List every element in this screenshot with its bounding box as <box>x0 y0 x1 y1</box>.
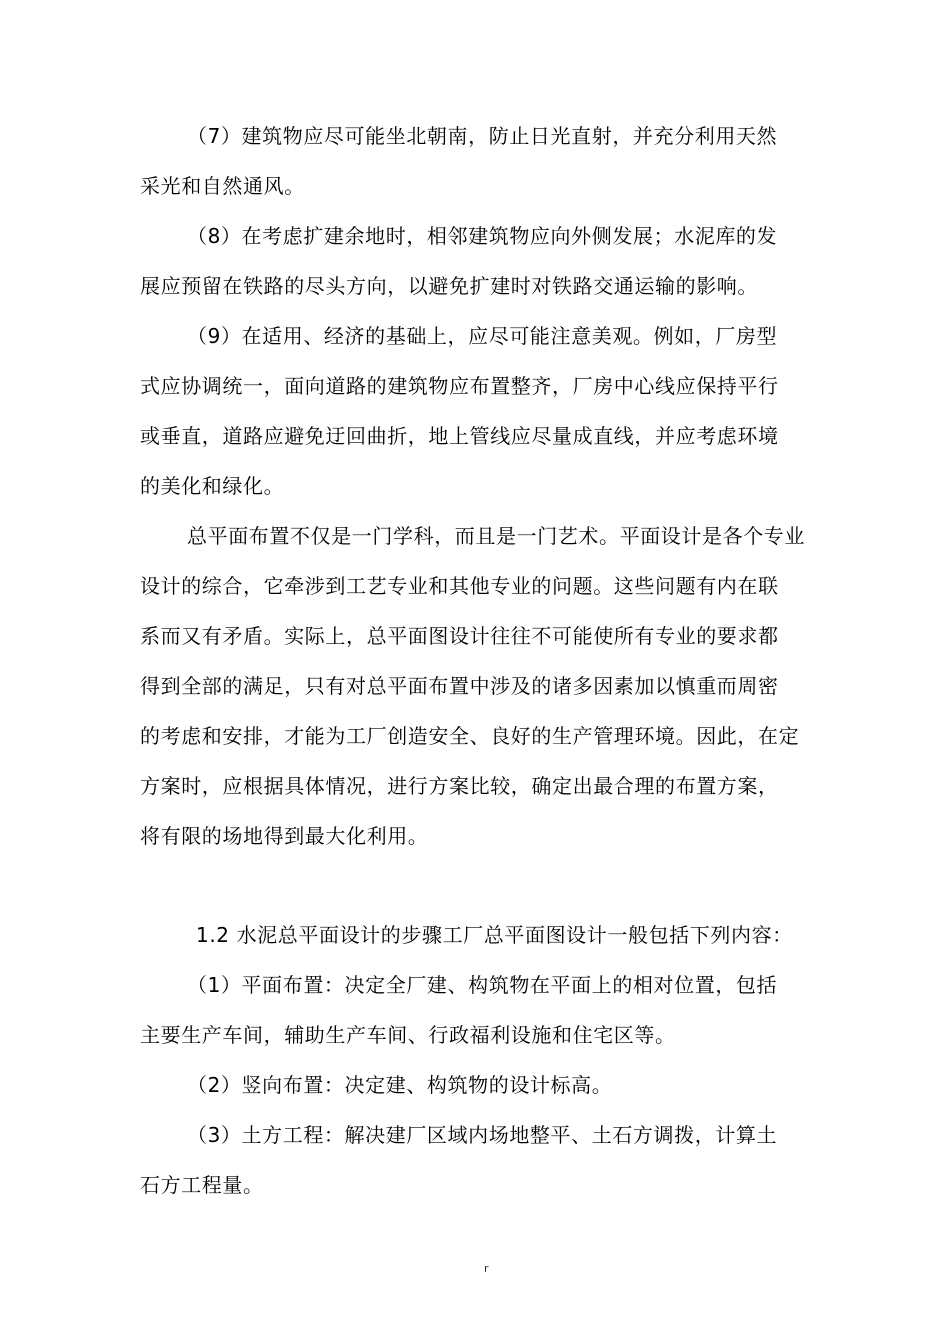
summary-paragraph-line-6: 方案时，应根据具体情况，进行方案比较，确定出最合理的布置方案， <box>140 774 779 798</box>
item-2-line-1: （2）竖向布置：决定建、构筑物的设计标高。 <box>187 1073 613 1097</box>
footer-mark: r <box>484 1262 489 1275</box>
item-1-line-1: （1）平面布置：决定全厂建、构筑物在平面上的相对位置，包括 <box>187 973 778 997</box>
summary-paragraph-line-7: 将有限的场地得到最大化利用。 <box>140 824 429 848</box>
summary-paragraph-line-4: 得到全部的满足，只有对总平面布置中涉及的诸多因素加以慎重而周密 <box>140 674 779 698</box>
summary-paragraph-line-3: 系而又有矛盾。实际上，总平面图设计往往不可能使所有专业的要求都 <box>140 624 779 648</box>
item-3-line-1: （3）土方工程：解决建厂区域内场地整平、土石方调拨，计算土 <box>187 1123 778 1147</box>
summary-paragraph-line-2: 设计的综合，它牵涉到工艺专业和其他专业的问题。这些问题有内在联 <box>140 574 779 598</box>
item-3-line-2: 石方工程量。 <box>140 1173 264 1197</box>
summary-paragraph-line-5: 的考虑和安排，才能为工厂创造安全、良好的生产管理环境。因此，在定 <box>140 724 800 748</box>
paragraph-7-line-2: 采光和自然通风。 <box>140 174 305 198</box>
paragraph-8-line-2: 展应预留在铁路的尽头方向，以避免扩建时对铁路交通运输的影响。 <box>140 274 758 298</box>
paragraph-7-line-1: （7）建筑物应尽可能坐北朝南，防止日光直射，并充分利用天然 <box>187 124 778 148</box>
item-1-line-2: 主要生产车间，辅助生产车间、行政福利设施和住宅区等。 <box>140 1023 676 1047</box>
paragraph-9-line-4: 的美化和绿化。 <box>140 474 285 498</box>
paragraph-8-line-1: （8）在考虑扩建余地时，相邻建筑物应向外侧发展；水泥库的发 <box>187 224 778 248</box>
paragraph-9-line-2: 式应协调统一，面向道路的建筑物应布置整齐，厂房中心线应保持平行 <box>140 374 779 398</box>
summary-paragraph-line-1: 总平面布置不仅是一门学科，而且是一门艺术。平面设计是各个专业 <box>187 524 805 548</box>
section-heading-1-2: 1.2 水泥总平面设计的步骤工厂总平面图设计一般包括下列内容： <box>196 923 793 947</box>
paragraph-9-line-1: （9）在适用、经济的基础上，应尽可能注意美观。例如，厂房型 <box>187 324 778 348</box>
paragraph-9-line-3: 或垂直，道路应避免迂回曲折，地上管线应尽量成直线，并应考虑环境 <box>140 424 779 448</box>
